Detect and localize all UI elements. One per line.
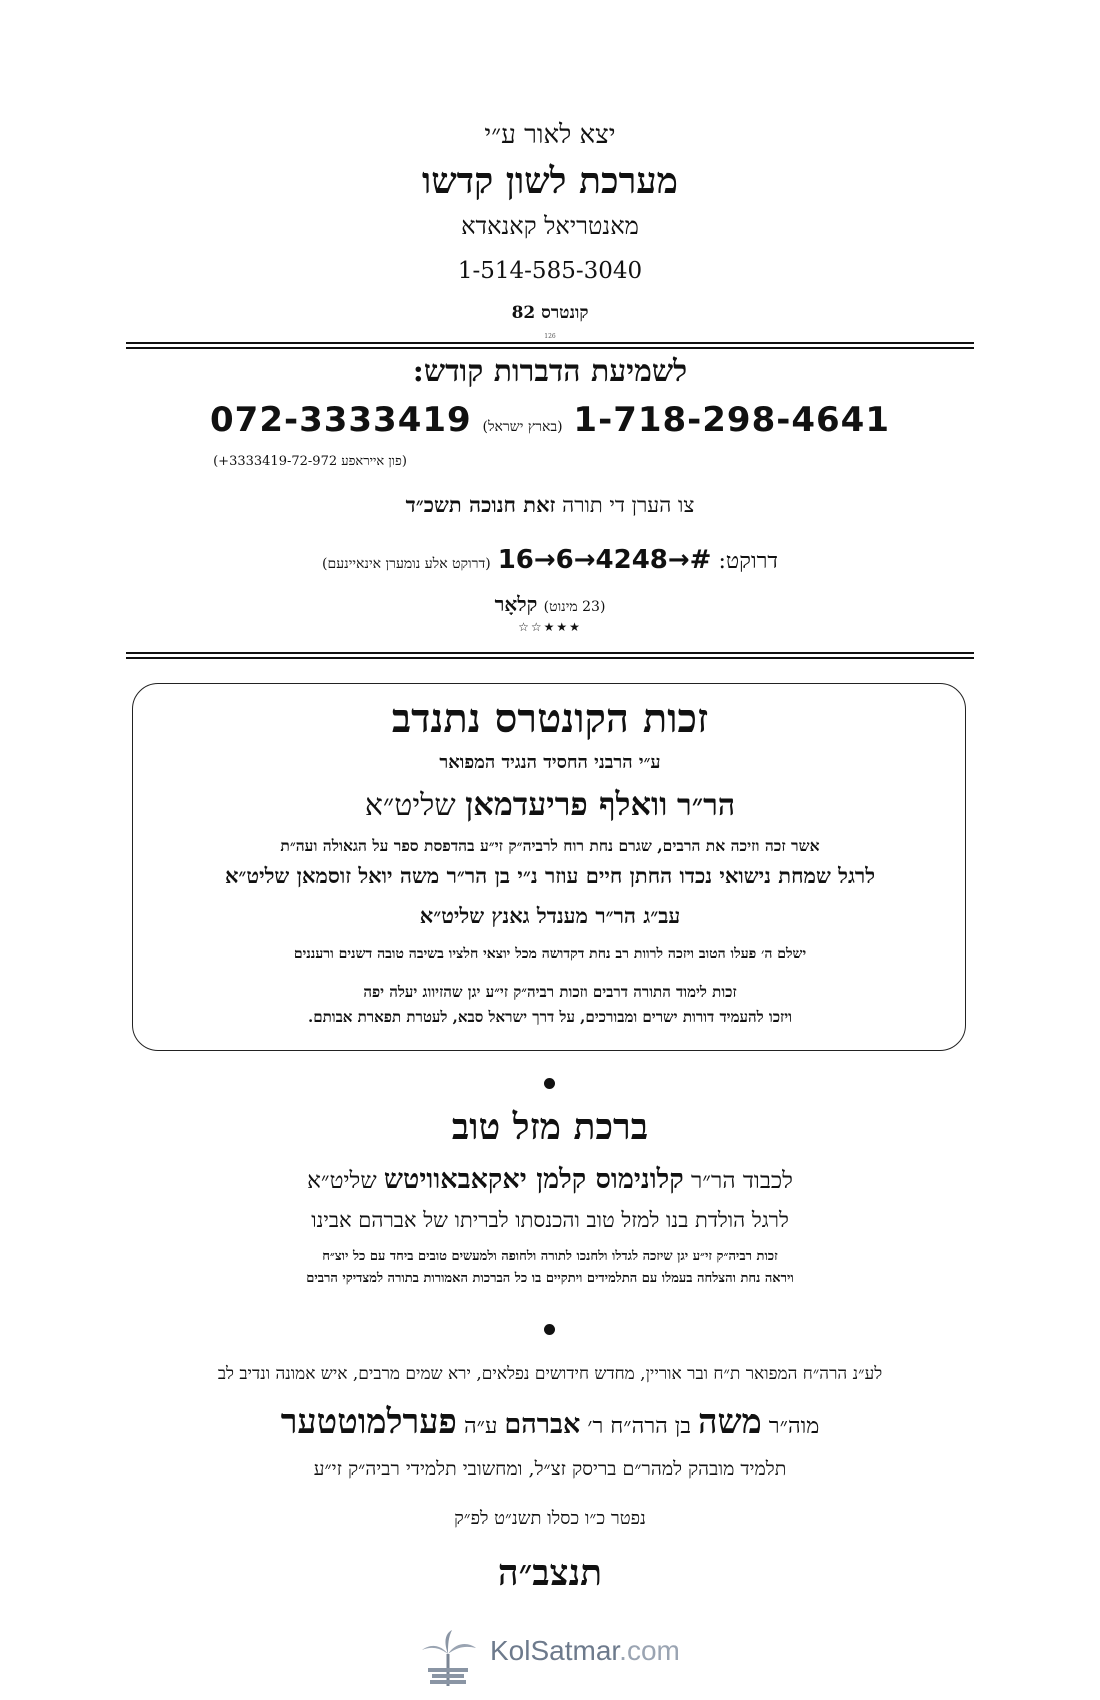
topic-line bbox=[0, 492, 1100, 518]
dedication-line3: אשר זכה וזיכה את הרבים, שגרם נחת רוח לרביה״ק זי״ע בהדפסת ספר על הגאולה ועה״ת bbox=[280, 836, 820, 855]
blessing-line4: ויראה נחת והצלחה בעמלו עם התלמידים ויתקיים בו כל הברכות האמורות בתורה למצדיקי הרבים bbox=[306, 1271, 794, 1286]
memorial-mid: בן הרה״ח ר׳ bbox=[587, 1414, 691, 1439]
listening-title: לשמיעת הדברות קודש: bbox=[412, 354, 688, 389]
bullet-separator-2 bbox=[544, 1324, 555, 1335]
palm-tree-logo-icon bbox=[418, 1628, 478, 1688]
org-name: מערכת לשון קדשו bbox=[421, 160, 678, 202]
memorial-surname: פערלמוטטער bbox=[280, 1402, 457, 1442]
europe-note: (פון אייראפע 3333419-72-972+) bbox=[213, 454, 407, 469]
dial-note: (דרוקט אלע נומערן אינאיינעם) bbox=[322, 556, 491, 572]
memorial-father-suffix: ע״ה bbox=[463, 1414, 498, 1439]
phone-line bbox=[0, 400, 1100, 440]
org-phone: 1-514-585-3040 bbox=[457, 258, 643, 284]
donor-suffix: שליט״א bbox=[364, 788, 456, 823]
memorial-prefix: מוה״ר bbox=[768, 1414, 820, 1439]
clarity-line bbox=[0, 592, 1100, 617]
divider-top bbox=[126, 342, 974, 349]
donor-name: וואלף פריעדמאן bbox=[465, 785, 668, 823]
memorial-name-line bbox=[0, 1402, 1100, 1442]
issue-number: קונטרס 82 bbox=[511, 303, 589, 323]
duration-note: (23 מינוט) bbox=[543, 599, 606, 615]
phone-israel: 072-3333419 bbox=[210, 400, 472, 440]
memorial-line1: לע״נ הרה״ח המפואר ת״ח ובר אוריין, מחדש חידושים נפלאים, ירא שמים מרבים, איש אמונה ונדיב לב bbox=[217, 1364, 883, 1384]
memorial-first-name: משה bbox=[697, 1402, 762, 1442]
org-location: מאנטריאל קאנאדא bbox=[461, 212, 639, 240]
blessing-line3: זכות רביה״ק זי״ע יגן שיזכה לגדלו ולחנכו לתורה ולחופה ולמעשים טובים ביחד עם כל יוצ״ח bbox=[322, 1249, 778, 1264]
memorial-closing: תנצב״ה bbox=[497, 1552, 603, 1594]
brand-name: KolSatmar bbox=[490, 1635, 620, 1666]
clarity-rating-stars: ★★★☆☆ bbox=[518, 620, 582, 634]
clarity-label: קלאָר bbox=[494, 592, 538, 616]
dedication-line6: ישלם ה׳ פעלו הטוב ויזכה לרוות רב נחת דקדושה מכל יוצאי חלציו בשיבה טובה דשנים ורעננים bbox=[293, 946, 807, 962]
blessing-title: ברכת מזל טוב bbox=[451, 1106, 649, 1148]
honoree-name: קלונימוס קלמן יאקאבאוויטש bbox=[383, 1164, 684, 1195]
bullet-separator-1 bbox=[544, 1078, 555, 1089]
dedication-line7: זכות לימוד התורה דרבים וזכות רביה״ק זי״ע יגן שהזיווג יעלה יפה bbox=[363, 983, 737, 1001]
topic-title: זאת חנוכה תשכ״ד bbox=[405, 492, 556, 517]
brand-domain: .com bbox=[619, 1635, 680, 1666]
memorial-line4: נפטר כ״ו כסלו תשנ״ט לפ״ק bbox=[454, 1508, 646, 1529]
dedication-line8: ויזכו להעמיד דורות ישרים ומבורכים, על דרך ישראל סבא, לעטרת תפארת אבותם. bbox=[308, 1008, 792, 1026]
honoree-line bbox=[0, 1164, 1100, 1195]
dedication-line4: לרגל שמחת נישואי נכדו החתן חיים עוזר נ״י בן הר״ר משה יואל זוסמאן שליט״א bbox=[224, 863, 876, 888]
donor-line bbox=[0, 785, 1100, 823]
blessing-line2: לרגל הולדת בנו למזל טוב והכנסתו לבריתו של אברהם אבינו bbox=[311, 1208, 789, 1232]
topic-prefix: צו הערן די תורה bbox=[562, 493, 695, 517]
phone-us: 1-718-298-4641 bbox=[573, 400, 890, 440]
dial-sequence: 16→6→4248→# bbox=[497, 545, 712, 575]
honoree-prefix: לכבוד הר״ר bbox=[691, 1168, 793, 1194]
honoree-suffix: שליט״א bbox=[307, 1168, 377, 1194]
site-brand[interactable] bbox=[490, 1635, 680, 1667]
dial-label: דרוקט: bbox=[718, 549, 778, 574]
israel-note: (בארץ ישראל) bbox=[482, 419, 563, 435]
published-by: יצא לאור ע״י bbox=[484, 120, 616, 150]
memorial-line3: תלמיד מובהק למהר״ם בריסק זצ״ל, ומחשובי תלמידי רביה״ק זי״ע bbox=[313, 1458, 787, 1480]
dedication-line1: ע״י הרבני החסיד הנגיד המפואר bbox=[439, 752, 661, 773]
memorial-father: אברהם bbox=[504, 1409, 581, 1440]
tiny-page-number: 126 bbox=[544, 333, 556, 340]
divider-bottom bbox=[126, 652, 974, 659]
dedication-title: זכות הקונטרס נתנדב bbox=[391, 695, 709, 742]
donor-prefix: הר״ר bbox=[676, 788, 736, 823]
dial-line bbox=[0, 545, 1100, 575]
dedication-line5: עב״ג הר״ר מענדל גאנץ שליט״א bbox=[419, 903, 681, 928]
